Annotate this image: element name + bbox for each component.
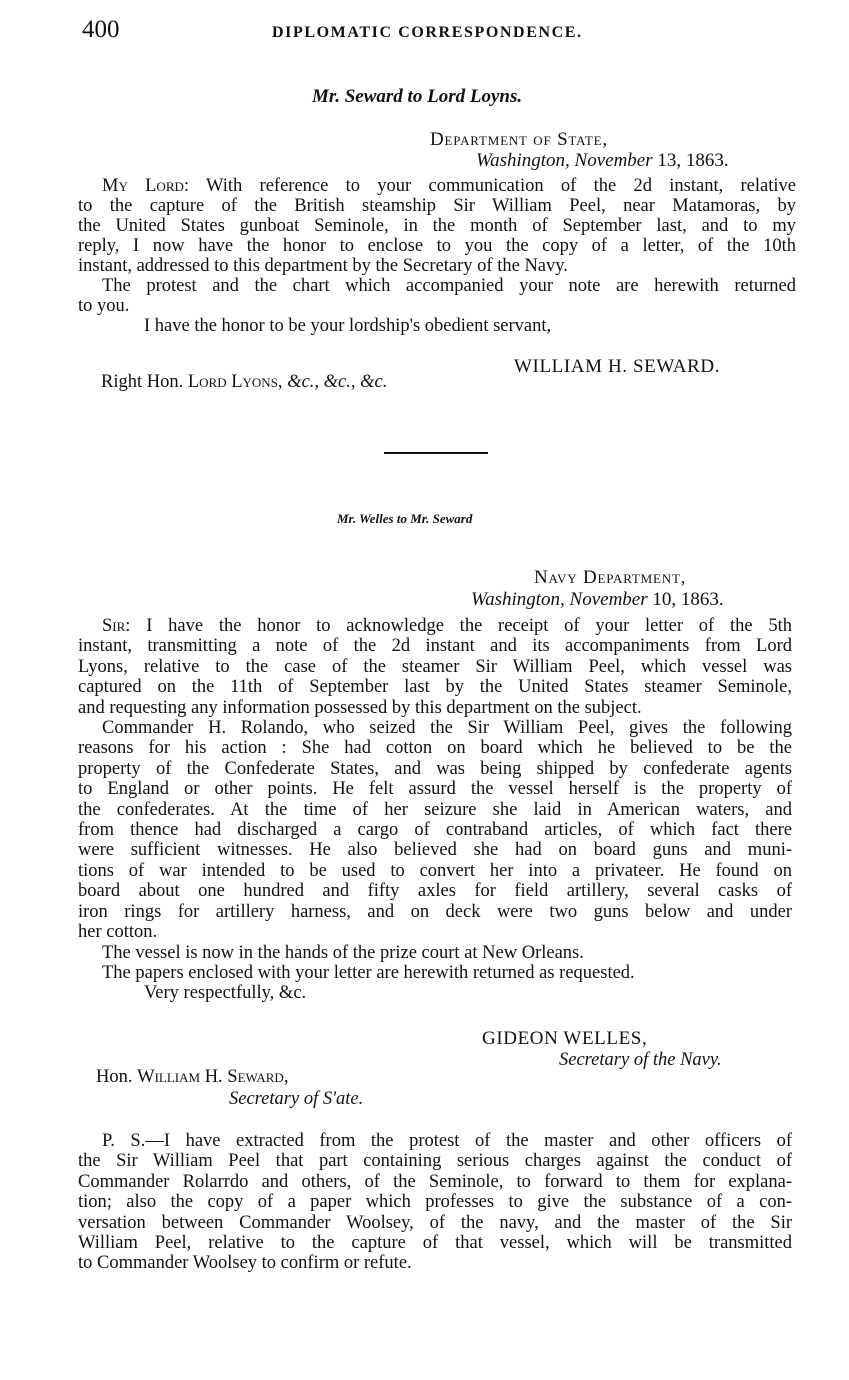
letter1-date — [476, 150, 729, 172]
letter2-p4: The papers enclosed with your letter are herewith returned as requested. — [102, 962, 635, 983]
letter1-department: Department of State, — [430, 129, 608, 150]
letter2-p1-line-4: captured on the 11th of September last by the United States steamer Seminole, — [78, 677, 792, 698]
page-number: 400 — [82, 16, 120, 43]
ps-line-2: the Sir William Peel that part containing serious charges against the conduct of — [78, 1151, 792, 1172]
section-divider — [384, 452, 488, 454]
letter1-line-1-text: : With reference to your communication of the 2d instant, relative — [183, 176, 796, 196]
letter1-line-2: to the capture of the British steamship Sir William Peel, near Matamoras, by — [78, 196, 796, 216]
letter2-p2-line-1: Commander H. Rolando, who seized the Sir William Peel, gives the following — [102, 718, 792, 739]
letter2-date-prefix: Washington, November — [471, 589, 648, 610]
ps-line-7: to Commander Woolsey to confirm or refute. — [78, 1253, 412, 1274]
letter2-p2-line-11: her cotton. — [78, 922, 158, 943]
letter1-body — [78, 176, 796, 336]
letter1-signature: WILLIAM H. SEWARD. — [514, 356, 721, 377]
letter2-signature: GIDEON WELLES, — [482, 1028, 648, 1049]
letter2-p1-line-3: Lyons, relative to the case of the steamer Sir William Peel, which vessel was — [78, 656, 792, 677]
letter2-date — [471, 589, 724, 611]
running-title: DIPLOMATIC CORRESPONDENCE. — [272, 24, 583, 41]
letter1-addressee — [101, 372, 387, 393]
letter2-addressee-title: Secretary of S'ate. — [229, 1089, 364, 1109]
letter1-line-5: instant, addressed to this department by the Secretary of the Navy. — [78, 256, 568, 276]
letter1-addressee-suffix: &c., &c., &c. — [287, 372, 388, 392]
letter1-line-1 — [78, 176, 796, 196]
ps-line-1: P. S.—I have extracted from the protest of the master and other officers of — [102, 1131, 792, 1151]
letter2-p2-line-7: were sufficient witnesses. He also believed she had on board guns and muni- — [78, 840, 792, 861]
letter2-p2-line-3: property of the Confederate States, and was being shipped by confederate agents — [78, 758, 792, 779]
letter2-date-suffix: 10, 1863. — [652, 589, 724, 610]
letter2-addressee-name: William H. Seward, — [137, 1067, 289, 1087]
letter1-date-suffix: 13, 1863. — [657, 150, 729, 171]
letter1-addressee-name: Lord Lyons, — [187, 372, 283, 392]
letter2-signature-title: Secretary of the Navy. — [559, 1050, 722, 1070]
letter1-para2-line-1: The protest and the chart which accompanied your note are herewith returned — [102, 276, 796, 296]
letter2-p1-line-2: instant, transmitting a note of the 2d instant and its accompaniments from Lord — [78, 636, 792, 657]
ps-line-6: William Peel, relative to the capture of that vessel, which will be transmitted — [78, 1233, 792, 1254]
letter2-p2-line-4: to England or other points. He felt assurd the vessel herself is the property of — [78, 779, 792, 800]
letter2-p2-line-6: from thence had discharged a cargo of contraband articles, of which fact there — [78, 820, 792, 841]
letter2-title: Mr. Welles to Mr. Seward — [337, 511, 473, 526]
letter2-p2-line-5: the confederates. At the time of her seizure she laid in American waters, and — [78, 799, 792, 820]
letter2-addressee-prefix: Hon. — [96, 1067, 133, 1087]
letter1-date-prefix: Washington, November — [476, 150, 653, 171]
letter2-salutation: Sir — [102, 616, 126, 636]
letter2-p2-line-2: reasons for his action : She had cotton on board which he believed to be the — [78, 738, 792, 759]
ps-line-4: tion; also the copy of a paper which professes to give the substance of a con- — [78, 1192, 792, 1213]
letter2-addressee — [96, 1067, 288, 1088]
letter2-department: Navy Department, — [534, 567, 687, 588]
letter1-closing: I have the honor to be your lordship's obedient servant, — [144, 316, 552, 336]
letter1-line-4: reply, I now have the honor to enclose to you the copy of a letter, of the 10th — [78, 236, 796, 256]
letter2-p2-line-8: tions of war intended to be used to convert her into a privateer. He found on — [78, 860, 792, 881]
letter1-para2-line-2: to you. — [78, 296, 130, 316]
letter1-addressee-prefix: Right Hon. — [101, 372, 184, 392]
letter2-p3: The vessel is now in the hands of the prize court at New Orleans. — [102, 942, 584, 963]
letter2-p1-line-1-text: : I have the honor to acknowledge the receipt of your letter of the 5th — [125, 616, 792, 636]
letter2-p2-line-10: iron rings for artillery harness, and on deck were two guns below and under — [78, 901, 792, 922]
letter2-closing: Very respectfully, &c. — [144, 983, 307, 1004]
ps-line-3: Commander Rolarrdo and others, of the Seminole, to forward to them for explana- — [78, 1171, 792, 1192]
letter1-title: Mr. Seward to Lord Loyns. — [312, 86, 523, 107]
postscript — [78, 1131, 792, 1274]
letter2-body — [78, 616, 792, 1004]
letter1-salutation: My Lord — [102, 176, 184, 196]
letter2-p1-line-5: and requesting any information possessed by this department on the subject. — [78, 697, 642, 718]
letter2-p1-line-1 — [78, 616, 792, 636]
ps-line-5: versation between Commander Woolsey, of the navy, and the master of the Sir — [78, 1212, 792, 1233]
letter2-p2-line-9: board about one hundred and fifty axles for field artillery, several casks of — [78, 881, 792, 902]
letter1-line-3: the United States gunboat Seminole, in the month of September last, and to my — [78, 216, 796, 236]
